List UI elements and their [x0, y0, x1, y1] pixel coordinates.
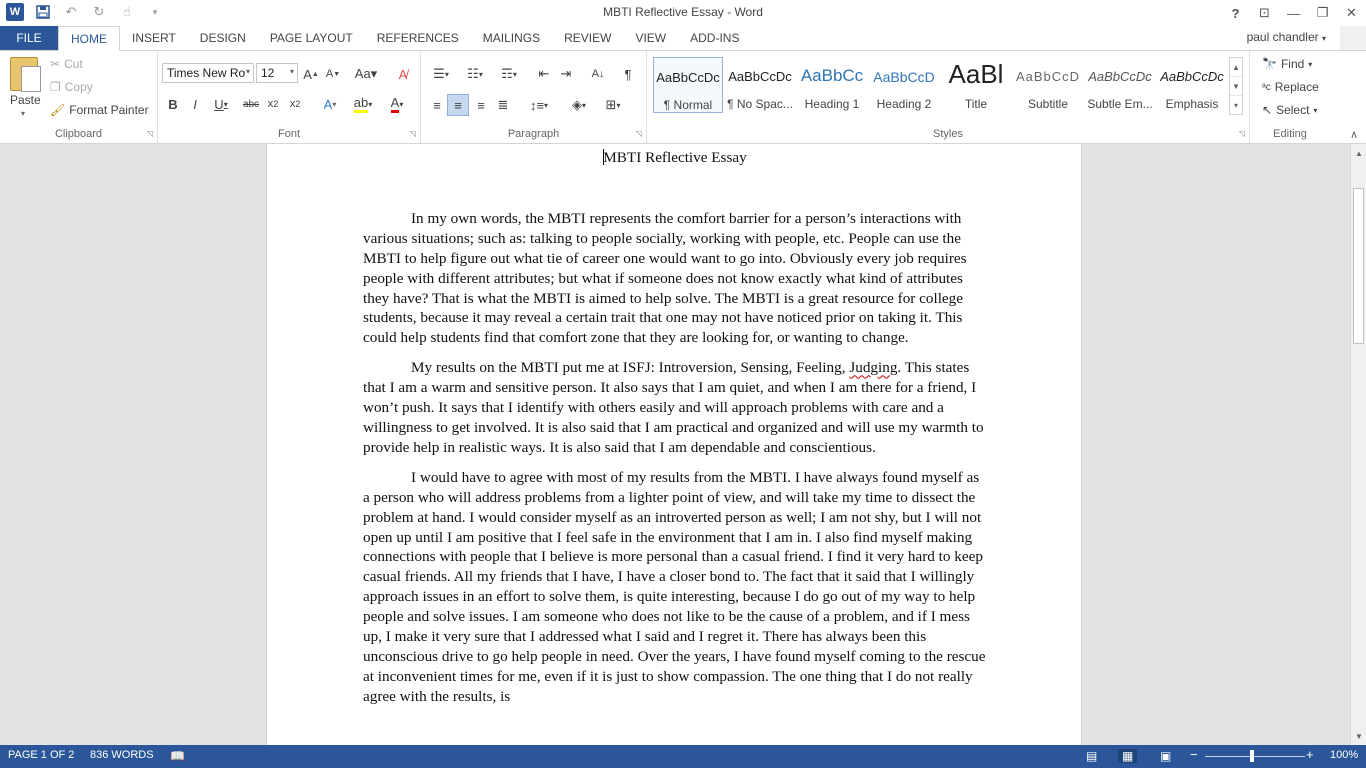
style-sample: AaBbCcD [873, 69, 935, 85]
replace-button[interactable] [1262, 80, 1319, 94]
status-bar [0, 745, 1366, 768]
font-group-label: Font [277, 128, 300, 140]
tab-add-ins[interactable]: ADD-INS [690, 31, 740, 45]
user-account[interactable] [1247, 30, 1326, 44]
zoom-out-icon[interactable]: − [1190, 747, 1198, 762]
zoom-slider[interactable] [1205, 756, 1305, 757]
style-name: Title [964, 97, 988, 111]
zoom-in-icon[interactable]: + [1306, 747, 1314, 762]
style-name: Heading 2 [876, 97, 932, 111]
align-center-icon[interactable]: ≡ [447, 94, 469, 116]
ribbon-tabs [0, 26, 1366, 50]
cursor-arrow-icon: ↖ [1262, 103, 1273, 117]
copy-button[interactable] [50, 80, 93, 94]
align-right-icon[interactable]: ≡ [477, 97, 485, 113]
increase-indent-icon[interactable]: ⇥ [560, 66, 572, 81]
zoom-slider-thumb[interactable] [1250, 750, 1254, 762]
tab-design[interactable]: DESIGN [199, 31, 246, 45]
borders-icon[interactable]: ⊞ ▾ [605, 97, 621, 112]
tab-view[interactable]: VIEW [635, 31, 667, 45]
font-group [158, 51, 421, 143]
read-mode-icon[interactable]: ▤ [1086, 749, 1098, 763]
tab-page-layout[interactable]: PAGE LAYOUT [269, 31, 353, 45]
styles-gallery [651, 57, 1229, 115]
dialog-launcher-icon[interactable]: ◹ [635, 129, 642, 138]
chevron-down-icon: ▾ [1308, 59, 1313, 69]
paragraph-group [421, 51, 647, 143]
styles-gallery-scroll [1229, 57, 1243, 115]
style-name: Subtle Em... [1087, 97, 1153, 111]
chevron-down-icon: ▾ [245, 67, 250, 76]
grow-font-icon[interactable]: A ▲ [303, 66, 319, 82]
style-sample: AaBbCcDc [728, 69, 792, 84]
copy-label: Copy [64, 80, 93, 94]
vertical-scrollbar[interactable] [1350, 144, 1366, 745]
format-painter-label: Format Painter [69, 103, 149, 117]
style-name: ¶ Normal [663, 98, 713, 112]
scroll-down-icon[interactable]: ▼ [1355, 731, 1363, 741]
paste-icon[interactable] [10, 57, 38, 91]
gallery-up-icon[interactable]: ▲ [1230, 58, 1242, 77]
font-size-value: 12 [261, 66, 275, 80]
ribbon-display-options-icon[interactable]: ⊡ [1259, 5, 1270, 20]
bold-button[interactable]: B [168, 96, 178, 112]
style-name: Subtitle [1027, 97, 1069, 111]
word-count[interactable]: 836 WORDS [90, 749, 154, 761]
scissors-icon: ✂ [50, 57, 61, 71]
multilevel-list-icon[interactable]: ☶ ▾ [501, 66, 517, 81]
chevron-down-icon: ▾ [289, 67, 294, 76]
window-controls [1221, 0, 1366, 26]
justify-icon[interactable]: ≣ [497, 97, 509, 112]
find-label: Find [1280, 57, 1305, 71]
style-emphasis[interactable] [1157, 57, 1227, 113]
style-normal[interactable] [653, 57, 723, 113]
undo-icon[interactable]: ↶ [65, 4, 77, 19]
dialog-launcher-icon[interactable]: ◹ [146, 129, 153, 138]
text-effects-icon[interactable]: A ▾ [323, 96, 337, 112]
change-case-icon[interactable]: Aa▾ [354, 66, 378, 81]
touch-mode-icon[interactable]: ☝ [123, 4, 131, 19]
scrollbar-thumb[interactable] [1353, 188, 1364, 344]
line-spacing-icon[interactable]: ↕≡ ▾ [529, 97, 549, 113]
scrollbar-top-fill [1340, 26, 1366, 50]
paintbrush-icon: 🖌 [50, 103, 66, 117]
tab-review[interactable]: REVIEW [564, 31, 612, 45]
customize-qat-icon[interactable]: ▾ [152, 6, 158, 17]
essay-title[interactable] [363, 148, 987, 168]
find-button[interactable] [1262, 57, 1312, 71]
scroll-up-icon[interactable]: ▲ [1355, 148, 1363, 158]
superscript-button[interactable]: x 2 [289, 98, 301, 110]
shrink-font-icon[interactable]: A ▼ [325, 68, 341, 80]
style-name: Emphasis [1165, 97, 1219, 111]
italic-button[interactable]: I [193, 96, 197, 112]
paragraph[interactable]: I would have to agree with most of my results from the MBTI. I have always found myself as a person who will address problems from a lighter point of view, and will take my time to dissect the problem at hand. I would consider myself as an introverted person as well; I am not shy, but I will not open up until I am positive that I feel safe in the environment that I am in. I also find myself making connections with people that I believe is more personal than a casual friend. I find it very hard to keep casual friends. All my friends that I have, I have a closer bond to. The fact that it said that I willingly approach issues in an effort to solve them, is quite interesting, because I do go out of my way to help people and solve issues. I am someone who does not like to be the cause of a problem, and if I mess up, I make it very sure that I addressed what I said and I regret it. There has always been this unconscious drive to go help people in need. Over the years, I have found myself coming to the rescue at inconvenient times for me, even if it is just to show compassion. The one thing that I do not really agree with the results, is [363, 468, 986, 705]
style-name: ¶ No Spac... [727, 97, 793, 111]
bullets-icon[interactable]: ☰ ▾ [433, 66, 449, 81]
font-name-value: Times New Ro [167, 66, 246, 80]
tab-references[interactable]: REFERENCES [376, 31, 459, 45]
cut-label: Cut [64, 57, 83, 71]
style-name: Heading 1 [804, 97, 860, 111]
font-name-combobox[interactable] [162, 63, 254, 83]
style-title[interactable] [941, 57, 1011, 113]
chevron-down-icon: ▾ [1313, 105, 1318, 115]
dialog-launcher-icon[interactable]: ◹ [1238, 129, 1245, 138]
chevron-down-icon[interactable]: ▾ [21, 109, 26, 118]
chevron-down-icon: ▾ [1321, 34, 1326, 43]
style-sample: AaBbCcDc [1088, 69, 1152, 84]
font-color-icon[interactable]: A ▾ [382, 95, 412, 113]
tab-insert[interactable]: INSERT [132, 31, 176, 45]
word-app-icon[interactable]: W [6, 3, 24, 21]
decrease-indent-icon[interactable]: ⇤ [538, 66, 550, 81]
restore-icon[interactable]: ❐ [1316, 5, 1329, 20]
align-left-icon[interactable]: ≡ [433, 97, 441, 113]
strikethrough-button[interactable]: abc [242, 98, 260, 110]
paste-button-label[interactable]: Paste [10, 93, 41, 107]
title-bar [0, 0, 1366, 26]
gallery-more-icon[interactable]: ▾ [1233, 101, 1238, 110]
replace-icon: ᵃc [1262, 81, 1271, 93]
close-icon[interactable]: ✕ [1346, 5, 1357, 20]
paragraph-text: My results on the MBTI put me at ISFJ: Introversion, Sensing, Feeling, [411, 359, 850, 377]
clipboard-group [0, 51, 158, 143]
document-workspace [0, 144, 1350, 745]
page-body[interactable] [363, 148, 987, 717]
underline-button[interactable]: U ▾ [214, 96, 228, 112]
minimize-icon[interactable]: — [1287, 5, 1300, 21]
style-sample: AaBbCcDc [656, 70, 720, 85]
style-heading-2[interactable] [869, 57, 939, 113]
window-title: MBTI Reflective Essay - Word [603, 5, 763, 19]
style-sample: AaBbCcD [1015, 69, 1081, 84]
clipboard-group-label: Clipboard [54, 128, 103, 140]
grammar-flagged-word[interactable]: Judging [849, 359, 898, 377]
web-layout-icon[interactable]: ▣ [1160, 749, 1172, 763]
gallery-down-icon[interactable]: ▼ [1230, 77, 1242, 96]
ribbon [0, 50, 1366, 144]
paragraph-group-label: Paragraph [507, 128, 560, 140]
select-button[interactable] [1262, 103, 1317, 117]
subscript-button[interactable]: x 2 [267, 98, 279, 110]
zoom-level[interactable]: 100% [1330, 749, 1359, 761]
style-sample: AaBbCcDc [1160, 69, 1224, 84]
tab-home[interactable]: HOME [58, 26, 120, 51]
editing-group-label: Editing [1273, 128, 1307, 140]
binoculars-icon: 🔭 [1262, 57, 1277, 71]
clear-formatting-icon[interactable]: A̸ [398, 66, 408, 82]
style-subtitle[interactable] [1013, 57, 1083, 113]
select-label: Select [1276, 103, 1310, 117]
style-subtle-emphasis[interactable] [1085, 57, 1155, 113]
print-layout-icon[interactable]: ▦ [1118, 749, 1137, 763]
collapse-ribbon-icon[interactable]: ∧ [1349, 129, 1358, 141]
paragraph[interactable] [363, 358, 987, 458]
font-size-combobox[interactable] [256, 63, 298, 83]
page-count[interactable]: PAGE 1 OF 2 [8, 749, 75, 761]
dialog-launcher-icon[interactable]: ◹ [409, 129, 416, 138]
replace-label: Replace [1274, 80, 1319, 94]
paragraph[interactable]: In my own words, the MBTI represents the comfort barrier for a person’s interactions with various situations; such as: talking to people socially, working with people, etc. People can use the MBTI to help figure out what tie of career one would want to go into. Obviously every job requires people with different attributes; but what if someone does not know exactly what kind of attributes they have? That is what the MBTI is aimed to help solve. The MBTI is a great resource for college students, because it may reveal a certain trait that one may not have noticed prior on taking it. This could help students find that comfort zone that they are looking for, or wanting to change. [363, 209, 967, 347]
style-heading-1[interactable] [797, 57, 867, 113]
paragraph-text: . This states that I am a warm and sensitive person. It also says that I am quiet, and when I am there for a friend, I won’t push. It says that I identify with others easily and will approach problems with care and a willingness to get involved. It is also said that I am practical and organized and will use my warmth to provide help in realistic ways. It is also said that I am dependable and conscientious. [363, 359, 984, 456]
sort-icon[interactable]: A↓ [591, 68, 605, 80]
numbering-icon[interactable]: ☷ ▾ [467, 66, 483, 81]
format-painter-button[interactable] [50, 103, 149, 117]
style-sample: AaBl [948, 59, 1004, 89]
styles-group-label: Styles [933, 128, 963, 140]
user-name: paul chandler [1246, 30, 1319, 44]
essay-title-text: MBTI Reflective Essay [603, 149, 747, 166]
copy-icon: ❐ [50, 80, 61, 94]
style-no-spacing[interactable] [725, 57, 795, 113]
help-icon[interactable]: ? [1231, 5, 1240, 21]
shading-icon[interactable]: ◈ ▾ [571, 97, 586, 112]
redo-icon[interactable]: ↻ [93, 4, 105, 19]
highlight-color-icon[interactable]: ab ▾ [348, 95, 378, 113]
document-page[interactable] [266, 144, 1082, 745]
tab-file[interactable]: FILE [0, 26, 58, 50]
proofing-icon[interactable]: 📖 [170, 749, 185, 763]
show-formatting-marks-icon[interactable]: ¶ [624, 66, 632, 82]
cut-button[interactable] [50, 57, 83, 71]
style-sample: AaBbCc [800, 66, 864, 85]
tab-mailings[interactable]: MAILINGS [482, 31, 541, 45]
